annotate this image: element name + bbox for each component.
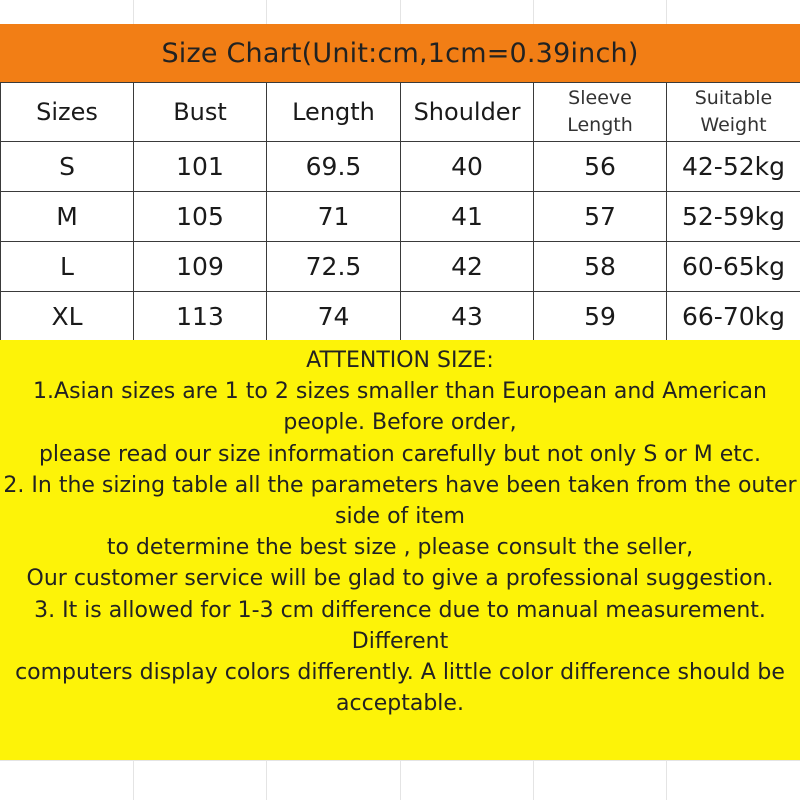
cell-size: L — [1, 242, 134, 292]
cell-size: S — [1, 142, 134, 192]
table-row — [1, 292, 800, 342]
size-table — [0, 82, 800, 342]
header-sleeve-length — [534, 83, 667, 142]
cell-suitable-weight: 52-59kg — [667, 192, 800, 242]
cell-shoulder: 42 — [401, 242, 534, 292]
cell-length: 71 — [267, 192, 401, 242]
cell-size: M — [1, 192, 134, 242]
attention-line: please read our size information carefully but not only S or M etc. — [38, 441, 762, 467]
cell-bust: 113 — [134, 292, 267, 342]
table-row — [1, 142, 800, 192]
cell-length: 74 — [267, 292, 401, 342]
table-header-row — [1, 83, 800, 142]
header-length: Length — [267, 83, 401, 142]
cell-suitable-weight: 60-65kg — [667, 242, 800, 292]
size-chart-title: Size Chart(Unit:cm,1cm=0.39inch) — [0, 24, 800, 82]
attention-line: computers display colors differently. A little color difference should be — [15, 660, 785, 686]
cell-suitable-weight: 66-70kg — [667, 292, 800, 342]
cell-bust: 105 — [134, 192, 267, 242]
cell-shoulder: 43 — [401, 292, 534, 342]
header-suitable-weight-line-1: Suitable — [694, 87, 773, 109]
cell-sleeve-length: 58 — [534, 242, 667, 292]
header-suitable-weight-line-2: Weight — [700, 114, 767, 136]
table-row — [1, 242, 800, 292]
attention-line: Our customer service will be glad to give a professional suggestion. — [26, 566, 774, 592]
attention-line: people. Before order, — [283, 410, 517, 436]
header-sleeve-length-line-2: Length — [567, 114, 633, 136]
cell-bust: 101 — [134, 142, 267, 192]
attention-line: 1.Asian sizes are 1 to 2 sizes smaller than European and American — [33, 379, 767, 405]
attention-line: Different — [351, 628, 449, 654]
cell-length: 69.5 — [267, 142, 401, 192]
attention-heading: ATTENTION SIZE: — [306, 348, 494, 373]
cell-suitable-weight: 42-52kg — [667, 142, 800, 192]
cell-size: XL — [1, 292, 134, 342]
cell-sleeve-length: 57 — [534, 192, 667, 242]
header-suitable-weight — [667, 83, 800, 142]
attention-line: side of item — [335, 504, 465, 530]
attention-line: acceptable. — [336, 691, 464, 717]
header-sizes: Sizes — [1, 83, 134, 142]
header-sleeve-length-line-1: Sleeve — [568, 87, 632, 109]
attention-line: 3. It is allowed for 1-3 cm difference due to manual measurement. — [34, 597, 766, 623]
header-shoulder: Shoulder — [401, 83, 534, 142]
cell-length: 72.5 — [267, 242, 401, 292]
cell-bust: 109 — [134, 242, 267, 292]
attention-line: to determine the best size , please consult the seller, — [106, 535, 694, 561]
attention-notice — [0, 340, 800, 760]
attention-line: 2. In the sizing table all the parameters have been taken from the outer — [3, 472, 797, 498]
cell-sleeve-length: 56 — [534, 142, 667, 192]
cell-shoulder: 41 — [401, 192, 534, 242]
cell-sleeve-length: 59 — [534, 292, 667, 342]
table-row — [1, 192, 800, 242]
cell-shoulder: 40 — [401, 142, 534, 192]
header-bust: Bust — [134, 83, 267, 142]
